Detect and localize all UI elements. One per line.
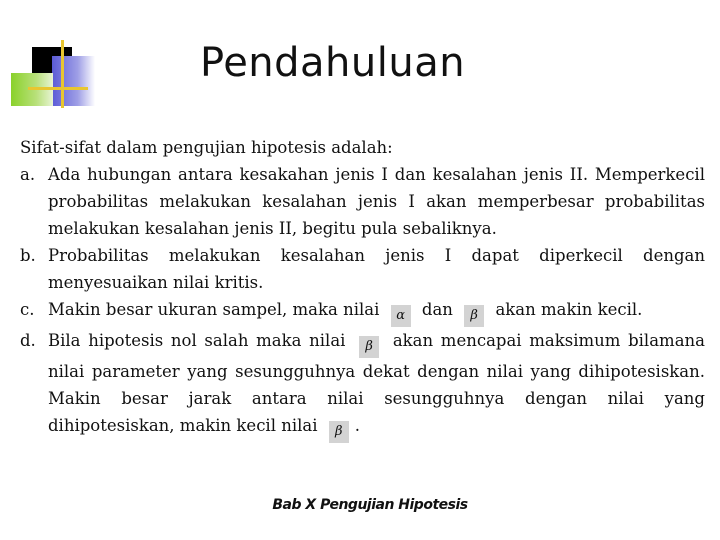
alpha-symbol: α — [391, 305, 411, 327]
slide-footer: Bab X Pengujian Hipotesis — [272, 497, 468, 513]
list-item-text: Ada hubungan antara kesakahan jenis I dan kesalahan jenis II. Memperkecil probabilitas melakukan kesalahan jenis I akan memperbesar probabilitas melakukan kesalahan jenis II, begitu pula sebaliknya. — [48, 165, 705, 238]
slide-title: Pendahuluan — [200, 40, 466, 86]
intro-text: Sifat-sifat dalam pengujian hipotesis adalah: — [20, 138, 393, 157]
list-item-d — [20, 327, 705, 443]
list-marker: c. — [20, 300, 35, 319]
decor-horizontal-line — [28, 87, 88, 90]
beta-symbol: β — [359, 336, 379, 358]
list-item-text: akan mencapai maksimum bilamana nilai parameter yang sesungguhnya dekat dengan nilai yang dihipotesiskan. Makin besar jarak antara nilai sesungguhnya dengan nilai yang dihipotesiskan, makin kecil nilai — [48, 331, 705, 435]
list-item-text: Makin besar ukuran sampel, maka nilai — [48, 300, 380, 319]
list-item-b — [20, 242, 705, 296]
list-item-c — [20, 296, 705, 327]
decor-blue-square — [52, 56, 95, 106]
list-item-text: Probabilitas melakukan kesalahan jenis I dapat diperkecil dengan menyesuaikan nilai kritis. — [48, 246, 705, 292]
list-marker: d. — [20, 331, 36, 350]
list-item-text: . — [354, 416, 361, 435]
beta-symbol: β — [464, 305, 484, 327]
list-item-text: akan makin kecil. — [495, 300, 643, 319]
beta-symbol: β — [329, 421, 349, 443]
property-list — [20, 161, 705, 443]
list-marker: b. — [20, 246, 36, 265]
slide-content — [20, 134, 705, 443]
list-item-a — [20, 161, 705, 242]
list-item-text: dan — [421, 300, 453, 319]
list-marker: a. — [20, 165, 36, 184]
list-item-text: Bila hipotesis nol salah maka nilai — [48, 331, 346, 350]
decor-vertical-line — [61, 40, 64, 108]
